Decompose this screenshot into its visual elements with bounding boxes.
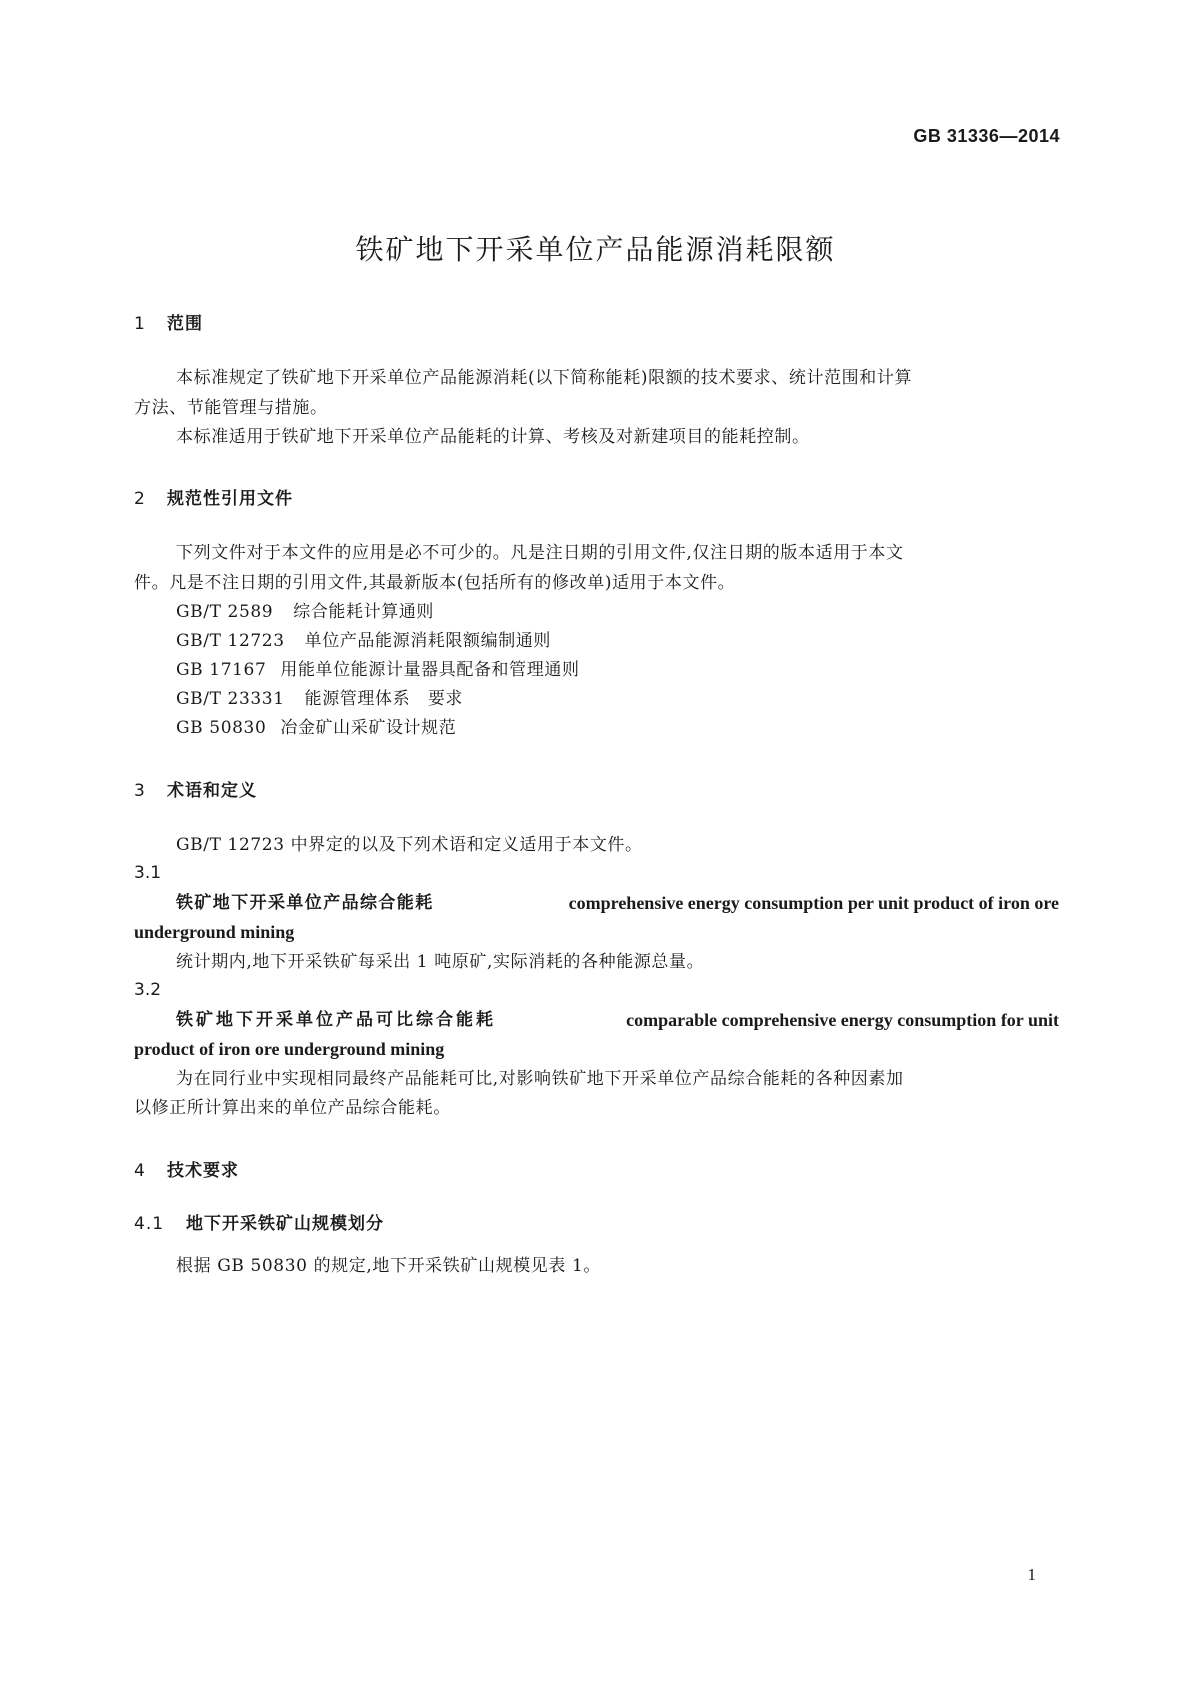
reference-code: GB/T 12723: [176, 631, 285, 651]
clause-number: 3.1: [134, 863, 162, 883]
section-title: 技术要求: [167, 1161, 239, 1181]
reference-item: [176, 654, 580, 686]
paragraph-continuation: 方法、节能管理与措施。: [134, 398, 328, 418]
document-title: 铁矿地下开采单位产品能源消耗限额: [355, 233, 836, 266]
paragraph: 下列文件对于本文件的应用是必不可少的。凡是注日期的引用文件,仅注日期的版本适用于本文: [176, 543, 904, 563]
term-entry: [176, 887, 1059, 919]
reference-item: [176, 712, 456, 744]
term-english: comparable comprehensive energy consumption for unit: [626, 1010, 1059, 1030]
term-entry: [176, 1004, 1059, 1036]
subsection-number: 4.1: [134, 1214, 165, 1234]
term-english-continuation: product of iron ore underground mining: [134, 1039, 445, 1059]
term-chinese: 铁矿地下开采单位产品综合能耗: [176, 893, 434, 913]
reference-title: 单位产品能源消耗限额编制通则: [304, 631, 552, 651]
term-definition: 统计期内,地下开采铁矿每采出 1 吨原矿,实际消耗的各种能源总量。: [176, 952, 705, 972]
reference-code: GB 50830: [176, 718, 267, 738]
term-definition-continuation: 以修正所计算出来的单位产品综合能耗。: [134, 1098, 451, 1118]
section-number: 1: [134, 314, 146, 334]
page-number: 1: [1027, 1565, 1036, 1584]
reference-title: 能源管理体系 要求: [304, 689, 464, 709]
section-3-heading: [134, 776, 257, 801]
reference-title: 冶金矿山采矿设计规范: [280, 718, 457, 738]
reference-code: GB 17167: [176, 660, 267, 680]
subsection-4-1-heading: [134, 1209, 384, 1234]
clause-number: 3.2: [134, 980, 162, 1000]
paragraph-continuation: 件。凡是不注日期的引用文件,其最新版本(包括所有的修改单)适用于本文件。: [134, 573, 736, 593]
section-2-heading: [134, 484, 293, 509]
section-1-heading: [134, 309, 203, 334]
reference-item: [176, 683, 463, 715]
reference-title: 用能单位能源计量器具配备和管理通则: [280, 660, 580, 680]
term-english: comprehensive energy consumption per unit product of iron ore: [568, 893, 1059, 913]
reference-title: 综合能耗计算通则: [293, 602, 435, 622]
section-4-heading: [134, 1156, 239, 1181]
reference-code: GB/T 23331: [176, 689, 285, 709]
section-number: 4: [134, 1161, 146, 1181]
section-title: 规范性引用文件: [167, 489, 293, 509]
term-definition: 为在同行业中实现相同最终产品能耗可比,对影响铁矿地下开采单位产品综合能耗的各种因素加: [176, 1069, 904, 1089]
subsection-title: 地下开采铁矿山规模划分: [186, 1214, 384, 1234]
reference-item: [176, 596, 434, 628]
paragraph: 根据 GB 50830 的规定,地下开采铁矿山规模见表 1。: [176, 1256, 601, 1276]
reference-item: [176, 625, 551, 657]
standard-code: GB 31336—2014: [913, 126, 1060, 146]
section-title: 范围: [167, 314, 203, 334]
term-chinese: 铁矿地下开采单位产品可比综合能耗: [176, 1010, 496, 1030]
reference-code: GB/T 2589: [176, 602, 274, 622]
section-title: 术语和定义: [167, 781, 257, 801]
section-number: 2: [134, 489, 146, 509]
paragraph: 本标准适用于铁矿地下开采单位产品能耗的计算、考核及对新建项目的能耗控制。: [176, 427, 810, 447]
paragraph: 本标准规定了铁矿地下开采单位产品能源消耗(以下简称能耗)限额的技术要求、统计范围和计算: [176, 368, 913, 388]
paragraph: GB/T 12723 中界定的以及下列术语和定义适用于本文件。: [176, 835, 643, 855]
section-number: 3: [134, 781, 146, 801]
term-english-continuation: underground mining: [134, 922, 295, 942]
